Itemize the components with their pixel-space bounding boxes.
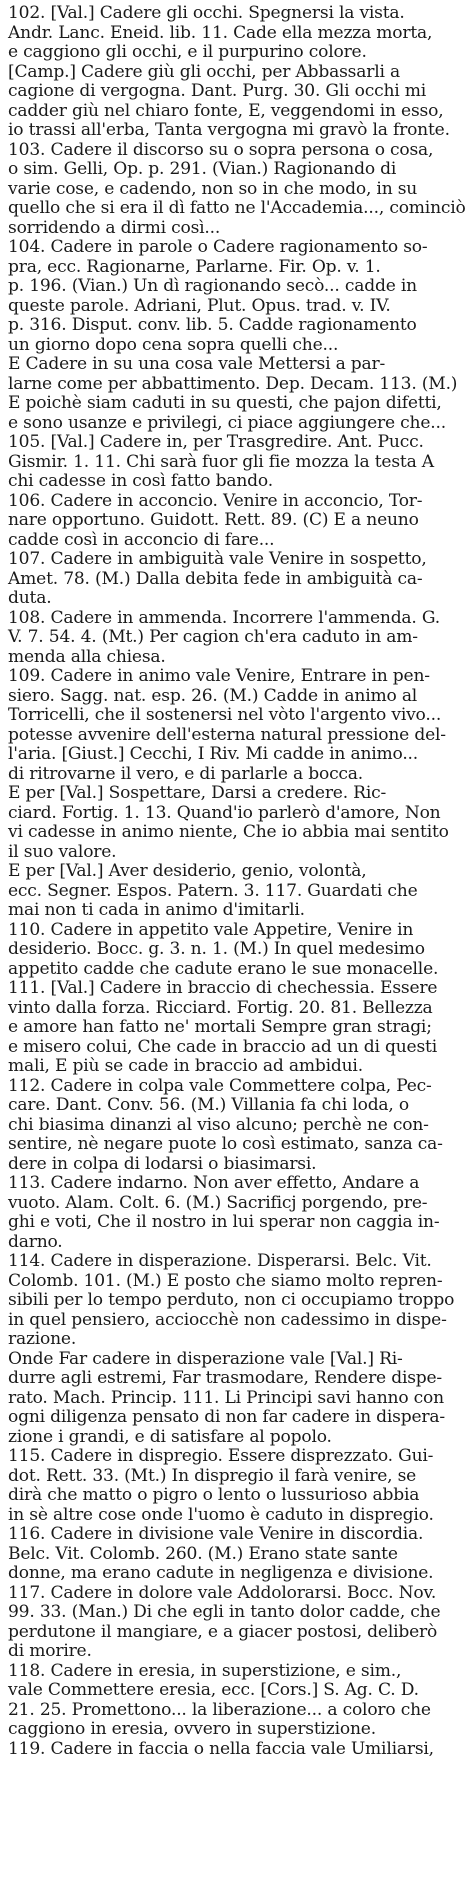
entry-line: siero. Sagg. nat. esp. 26. (M.) Cadde in animo al	[8, 685, 418, 706]
dictionary-entry-111	[8, 979, 466, 1077]
entry-line: 114. Cadere in disperazione. Disperarsi. Belc. Vit.	[8, 1251, 432, 1271]
entry-line: appetito cadde che cadute erano le sue monacelle.	[8, 958, 439, 979]
entry-line: vi cadesse in animo niente, Che io abbia mai sentito	[8, 822, 449, 842]
dictionary-entry-108	[8, 609, 466, 668]
entry-line: 104. Cadere in parole o Cadere ragionamento so-	[8, 237, 428, 257]
entry-line: E Cadere in su una cosa vale Mettersi a par-	[8, 354, 386, 374]
entry-line: sorridendo a dirmi così...	[8, 217, 221, 238]
entry-line: di ritrovarne il vero, e di parlarle a bocca.	[8, 763, 364, 784]
entry-line: caggiono in eresia, ovvero in superstizione.	[8, 1719, 376, 1739]
dictionary-entry-112	[8, 1077, 466, 1175]
entry-line: pra, ecc. Ragionarne, Parlarne. Fir. Op. v. 1.	[8, 256, 381, 277]
entry-line: 119. Cadere in faccia o nella faccia vale Umiliarsi,	[8, 1738, 434, 1759]
entry-line: mali, E più se cade in braccio ad ambidui.	[8, 1056, 363, 1076]
entry-line: 111. [Val.] Cadere in braccio di chechessia. Essere	[8, 978, 438, 998]
entry-line: chi biasima dinanzi al viso alcuno; perchè ne con-	[8, 1114, 429, 1135]
entry-line: chi cadesse in così fatto bando.	[8, 471, 273, 491]
entry-line: zione i grandi, e di satisfare al popolo.	[8, 1426, 332, 1447]
entry-line: care. Dant. Conv. 56. (M.) Villania fa chi loda, o	[8, 1095, 409, 1115]
entry-line: sibili per lo tempo perduto, non ci occupiamo troppo	[8, 1290, 455, 1310]
entry-line: ogni diligenza pensato di non far cadere in dispera-	[8, 1407, 445, 1427]
entry-line: cadde così in acconcio di fare...	[8, 529, 275, 550]
entry-line: varie cose, e cadendo, non so in che modo, in su	[8, 178, 418, 199]
entry-line: e amore han fatto ne' mortali Sempre gran stragi;	[8, 1017, 432, 1037]
entry-line: razione.	[8, 1329, 77, 1349]
dictionary-entry-115	[8, 1447, 466, 1525]
entry-line: Amet. 78. (M.) Dalla debita fede in ambiguità ca-	[8, 568, 423, 589]
entry-line: 102. [Val.] Cadere gli occhi. Spegnersi la vista.	[8, 3, 405, 23]
entry-line: donne, ma erano cadute in negligenza e divisione.	[8, 1563, 434, 1583]
entry-line: il suo valore.	[8, 841, 117, 862]
entry-line: cagione di vergogna. Dant. Purg. 30. Gli occhi mi	[8, 81, 427, 101]
entry-line: potesse avvenire dell'esterna natural pressione del-	[8, 724, 446, 745]
entry-line: l'aria. [Giust.] Cecchi, I Riv. Mi cadde in animo...	[8, 744, 419, 764]
entry-line: 105. [Val.] Cadere in, per Trasgredire. Ant. Pucc.	[8, 432, 424, 452]
entry-line: Andr. Lanc. Eneid. lib. 11. Cade ella mezza morta,	[8, 22, 433, 43]
dictionary-entry-116	[8, 1525, 466, 1584]
entry-line: un giorno dopo cena sopra quelli che...	[8, 334, 339, 355]
dictionary-entry-102	[8, 4, 466, 141]
entry-line: E per [Val.] Sospettare, Darsi a credere. Ric-	[8, 783, 387, 803]
entry-line: nare opportuno. Guidott. Rett. 89. (C) E a neuno	[8, 510, 419, 530]
dictionary-entry-113	[8, 1174, 466, 1252]
entry-line: Colomb. 101. (M.) E posto che siamo molto repren-	[8, 1270, 443, 1291]
entry-line: in sè altre cose onde l'uomo è caduto in dispregio.	[8, 1504, 434, 1525]
entry-line: 110. Cadere in appetito vale Appetire, Venire in	[8, 919, 414, 940]
entry-line: 21. 25. Promettono... la liberazione... a coloro che	[8, 1699, 431, 1720]
entry-line: 103. Cadere il discorso su o sopra persona o cosa,	[8, 139, 434, 160]
entry-line: 113. Cadere indarno. Non aver effetto, Andare a	[8, 1173, 420, 1193]
entry-line: rato. Mach. Princip. 111. Li Principi savi hanno con	[8, 1387, 444, 1408]
dictionary-entry-109	[8, 667, 466, 921]
entry-line: e misero colui, Che cade in braccio ad un di questi	[8, 1036, 437, 1057]
entry-line: 112. Cadere in colpa vale Commettere colpa, Pec-	[8, 1075, 432, 1096]
entry-line: quello che si era il dì fatto ne l'Accademia..., cominciò	[8, 198, 466, 218]
dictionary-entry-107	[8, 550, 466, 609]
dictionary-entry-114	[8, 1252, 466, 1447]
entry-line: desiderio. Bocc. g. 3. n. 1. (M.) In quel medesimo	[8, 939, 425, 959]
entry-line: 108. Cadere in ammenda. Incorrere l'ammenda. G.	[8, 607, 440, 628]
entry-line: 109. Cadere in animo vale Venire, Entrare in pen-	[8, 666, 430, 686]
entry-line: ecc. Segner. Espos. Patern. 3. 117. Guardati che	[8, 880, 418, 901]
dictionary-entry-118	[8, 1662, 466, 1740]
entry-line: darno.	[8, 1231, 63, 1252]
entry-line: 117. Cadere in dolore vale Addolorarsi. Bocc. Nov.	[8, 1582, 437, 1603]
entry-line: dot. Rett. 33. (Mt.) In dispregio il farà venire, se	[8, 1465, 417, 1486]
dictionary-entry-119	[8, 1740, 466, 1760]
entry-line: 118. Cadere in eresia, in superstizione, e sim.,	[8, 1660, 402, 1681]
entry-line: 107. Cadere in ambiguità vale Venire in sospetto,	[8, 549, 427, 569]
entry-line: Onde Far cadere in disperazione vale [Val.] Ri-	[8, 1348, 403, 1369]
dictionary-entry-104	[8, 238, 466, 433]
dictionary-entry-103	[8, 141, 466, 239]
entry-line: mai non ti cada in animo d'imitarli.	[8, 900, 305, 920]
entry-line: vinto dalla forza. Ricciard. Fortig. 20. 81. Bellezza	[8, 997, 433, 1018]
entry-line: vuoto. Alam. Colt. 6. (M.) Sacrificj porgendo, pre-	[8, 1192, 428, 1213]
dictionary-entry-110	[8, 921, 466, 980]
entry-line: 116. Cadere in divisione vale Venire in discordia.	[8, 1524, 424, 1544]
entry-line: ghi e voti, Che il nostro in lui sperar non caggia in-	[8, 1212, 440, 1232]
entry-line: 115. Cadere in dispregio. Essere disprezzato. Gui-	[8, 1446, 434, 1466]
entry-line: V. 7. 54. 4. (Mt.) Per cagion ch'era caduto in am-	[8, 627, 418, 647]
entry-line: ciard. Fortig. 1. 13. Quand'io parlerò d'amore, Non	[8, 802, 441, 823]
entry-line: [Camp.] Cadere giù gli occhi, per Abbassarli a	[8, 61, 400, 82]
entries-column	[8, 4, 466, 1759]
entry-line: duta.	[8, 588, 52, 608]
entry-line: perdutone il mangiare, e a giacer postosi, deliberò	[8, 1621, 438, 1642]
entry-line: vale Commettere eresia, ecc. [Cors.] S. Ag. C. D.	[8, 1680, 419, 1700]
entry-line: di morire.	[8, 1641, 92, 1661]
entry-line: 106. Cadere in acconcio. Venire in acconcio, Tor-	[8, 490, 423, 511]
entry-line: menda alla chiesa.	[8, 646, 166, 667]
entry-line: dere in colpa di lodarsi o biasimarsi.	[8, 1153, 317, 1174]
entry-line: in quel pensiero, acciocchè non cadessimo in dispe-	[8, 1309, 447, 1330]
entry-line: e caggiono gli occhi, e il purpurino colore.	[8, 42, 367, 62]
entry-line: E poichè siam caduti in su questi, che pajon difetti,	[8, 393, 442, 413]
entry-line: dirà che matto o pigro o lento o lussurioso abbia	[8, 1485, 420, 1505]
entry-line: queste parole. Adriani, Plut. Opus. trad. v. IV.	[8, 295, 391, 316]
entry-line: cadder giù nel chiaro fonte, E, veggendomi in esso,	[8, 100, 444, 121]
entry-line: 99. 33. (Man.) Di che egli in tanto dolor cadde, che	[8, 1602, 441, 1622]
entry-line: sentire, nè negare puote lo così estimato, sanza ca-	[8, 1134, 443, 1154]
entry-line: p. 316. Disput. conv. lib. 5. Cadde ragionamento	[8, 315, 417, 335]
dictionary-entry-105	[8, 433, 466, 492]
entry-line: Gismir. 1. 11. Chi sarà fuor gli fie mozza la testa A	[8, 451, 434, 472]
entry-line: larne come per abbattimento. Dep. Decam. 113. (M.)	[8, 373, 458, 394]
dictionary-entry-117	[8, 1584, 466, 1662]
entry-line: durre agli estremi, Far trasmodare, Rendere dispe-	[8, 1368, 443, 1388]
entry-line: Torricelli, che il sostenersi nel vòto l'argento vivo...	[8, 705, 442, 725]
entry-line: o sim. Gelli, Op. p. 291. (Vian.) Ragionando di	[8, 159, 397, 179]
entry-line: E per [Val.] Aver desiderio, genio, volontà,	[8, 861, 367, 881]
entry-line: io trassi all'erba, Tanta vergogna mi gravò la fronte.	[8, 120, 450, 140]
entry-line: p. 196. (Vian.) Un dì ragionando secò... cadde in	[8, 276, 417, 296]
dictionary-entry-106	[8, 492, 466, 551]
entry-line: e sono usanze e privilegi, ci piace aggiungere che...	[8, 412, 446, 433]
entry-line: Belc. Vit. Colomb. 260. (M.) Erano state sante	[8, 1543, 398, 1564]
